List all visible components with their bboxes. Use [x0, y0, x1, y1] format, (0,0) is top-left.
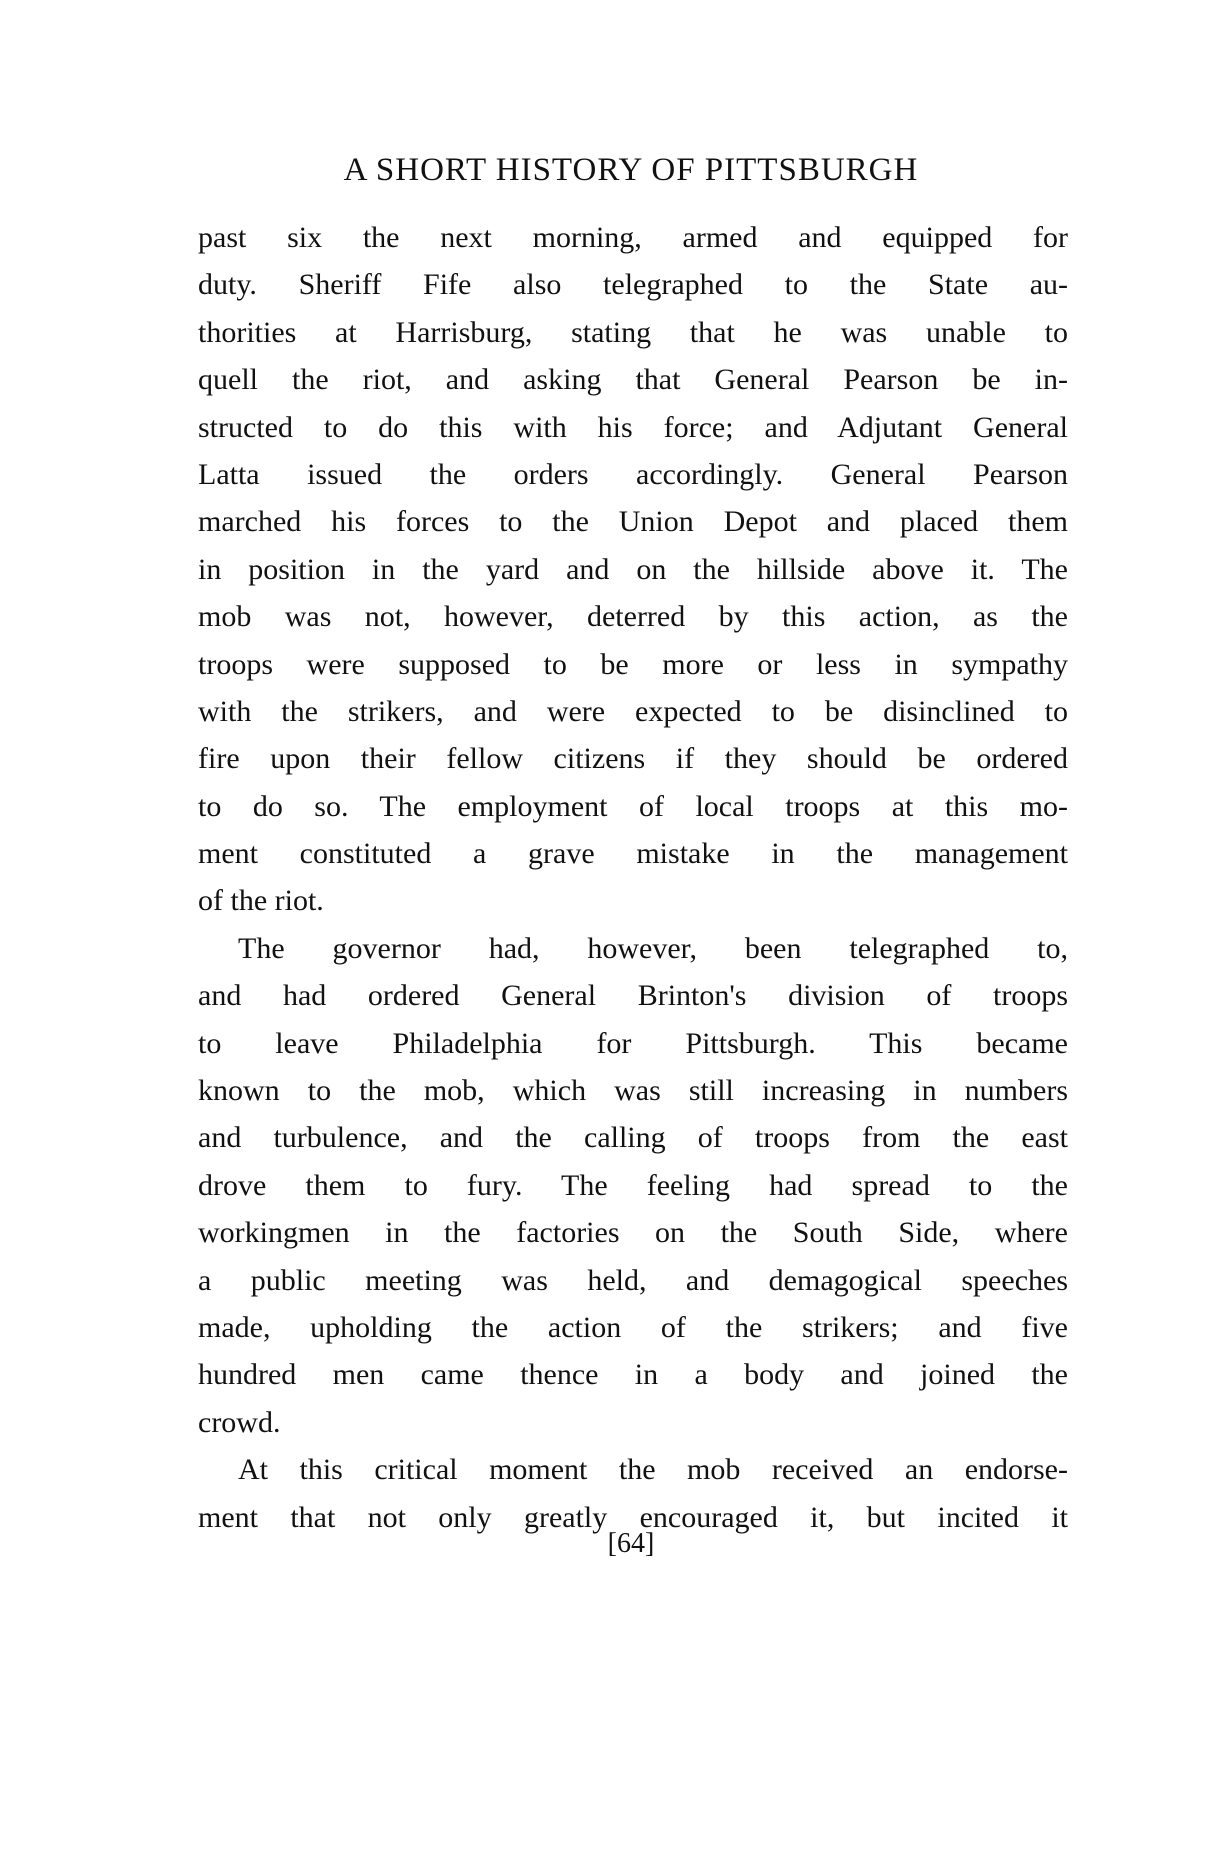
text-line: known to the mob, which was still increasing in numbers: [198, 1074, 1068, 1108]
text-line: drove them to fury. The feeling had spread to the: [198, 1168, 1068, 1202]
text-line: At this critical moment the mob received an endorse-: [238, 1453, 1068, 1487]
running-head: A SHORT HISTORY OF PITTSBURGH: [343, 152, 919, 188]
text-line: quell the riot, and asking that General Pearson be in-: [198, 363, 1068, 397]
text-line: ment constituted a grave mistake in the management: [198, 837, 1068, 871]
text-line: troops were supposed to be more or less in sympathy: [198, 647, 1068, 681]
text-line: past six the next morning, armed and equipped for: [198, 221, 1068, 254]
text-line: thorities at Harrisburg, stating that he was unable to: [198, 315, 1068, 349]
text-line: with the strikers, and were expected to be disinclined to: [198, 694, 1068, 728]
text-line: workingmen in the factories on the South Side, where: [198, 1216, 1068, 1250]
text-line: and turbulence, and the calling of troops from the east: [198, 1121, 1068, 1155]
text-line: a public meeting was held, and demagogical speeches: [198, 1263, 1068, 1297]
text-line: hundred men came thence in a body and joined the: [198, 1358, 1068, 1392]
text-line: to leave Philadelphia for Pittsburgh. This became: [198, 1026, 1068, 1060]
text-line: to do so. The employment of local troops at this mo-: [198, 789, 1068, 823]
text-line: fire upon their fellow citizens if they should be ordered: [198, 742, 1068, 776]
text-line: Latta issued the orders accordingly. General Pearson: [198, 457, 1068, 491]
text-line: of the riot.: [198, 884, 324, 918]
text-line: structed to do this with his force; and Adjutant General: [198, 410, 1068, 444]
body-text: [198, 214, 1068, 1541]
page-number: [64]: [607, 1528, 655, 1559]
text-line: ment that not only greatly encouraged it, but incited it: [198, 1500, 1068, 1534]
text-line: duty. Sheriff Fife also telegraphed to the State au-: [198, 268, 1068, 302]
text-line: made, upholding the action of the strikers; and five: [198, 1310, 1068, 1344]
text-line: crowd.: [198, 1405, 281, 1439]
text-line: marched his forces to the Union Depot and placed them: [198, 505, 1068, 539]
text-line: mob was not, however, deterred by this action, as the: [198, 600, 1068, 634]
text-line: The governor had, however, been telegraphed to,: [238, 931, 1068, 965]
text-line: and had ordered General Brinton's division of troops: [198, 979, 1068, 1013]
text-line: in position in the yard and on the hillside above it. The: [198, 552, 1068, 586]
